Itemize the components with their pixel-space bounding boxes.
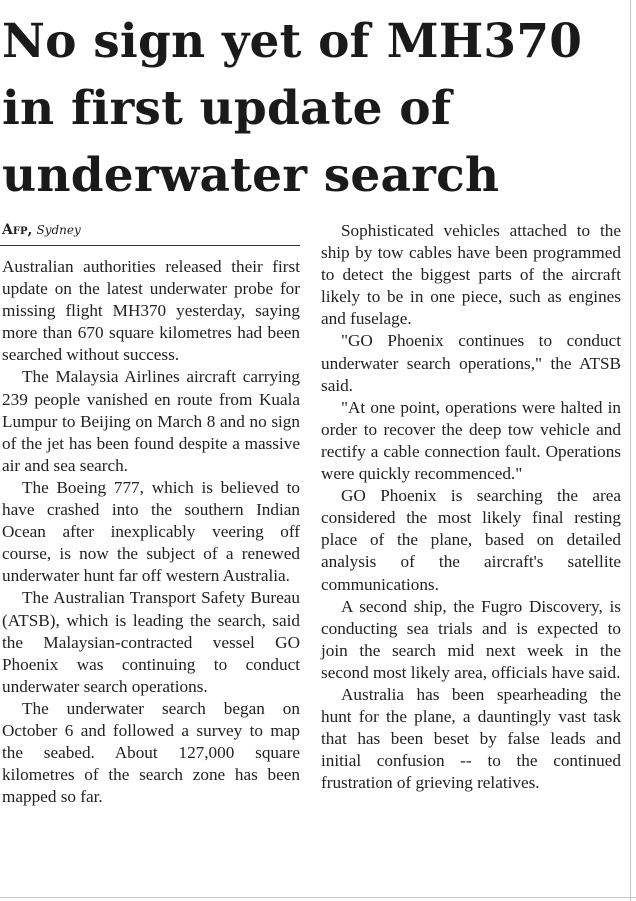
article-paragraph: GO Phoenix is searching the area considered the most likely final resting place of the plane, based on detailed analysis of the aircraft's satellite communications.: [321, 486, 621, 594]
article-paragraph: Sophisticated vehicles attached to the ship by tow cables have been programmed to detect the biggest parts of the aircraft likely to be in one piece, such as engines and fuselage.: [321, 221, 621, 329]
article-paragraph: The Malaysia Airlines aircraft carrying 239 people vanished en route from Kuala Lumpur to Beijing on March 8 and no sign of the jet has been found despite a massive air and sea search.: [2, 367, 300, 475]
column-rule-right: [630, 0, 631, 901]
article-paragraph: Australian authorities released their first update on the latest underwater probe for missing flight MH370 yesterday, saying more than 670 square kilometres had been searched without success.: [2, 257, 300, 365]
headline-line: underwater search: [2, 148, 500, 203]
page-rule-bottom: [0, 897, 636, 898]
headline: [2, 8, 628, 209]
article-paragraph: "GO Phoenix continues to conduct underwater search operations," the ATSB said.: [321, 331, 621, 395]
headline-line: No sign yet of MH370: [2, 14, 583, 69]
byline-agency: Afp,: [2, 222, 33, 238]
article-paragraph: Australia has been spearheading the hunt for the plane, a dauntingly vast task that has been beset by false leads and initial confusion -- to the continued frustration of grieving relatives.: [321, 684, 621, 793]
article-column-left: [2, 256, 300, 808]
article-paragraph: A second ship, the Fugro Discovery, is conducting sea trials and is expected to join the search mid next week in the second most likely area, officials have said.: [321, 596, 621, 682]
byline-rule: [0, 245, 300, 246]
headline-line: in first update of: [2, 81, 452, 136]
article-paragraph: The underwater search began on October 6 and followed a survey to map the seabed. About 127,000 square kilometres of the search zone has been mapped so far.: [2, 698, 300, 807]
byline-location: Sydney: [36, 223, 81, 237]
article-paragraph: The Boeing 777, which is believed to have crashed into the southern Indian Ocean after inexplicably veering off course, is now the subject of a renewed underwater hunt far off western Australia.: [2, 477, 300, 586]
article-paragraph: The Australian Transport Safety Bureau (ATSB), which is leading the search, said the Malaysian-contracted vessel GO Phoenix was continuing to conduct underwater search operations.: [2, 588, 300, 696]
byline: [2, 222, 81, 239]
article-column-right: [321, 220, 621, 794]
article-paragraph: "At one point, operations were halted in order to recover the deep tow vehicle and rectify a cable connection fault. Operations were quickly recommenced.": [321, 397, 621, 484]
